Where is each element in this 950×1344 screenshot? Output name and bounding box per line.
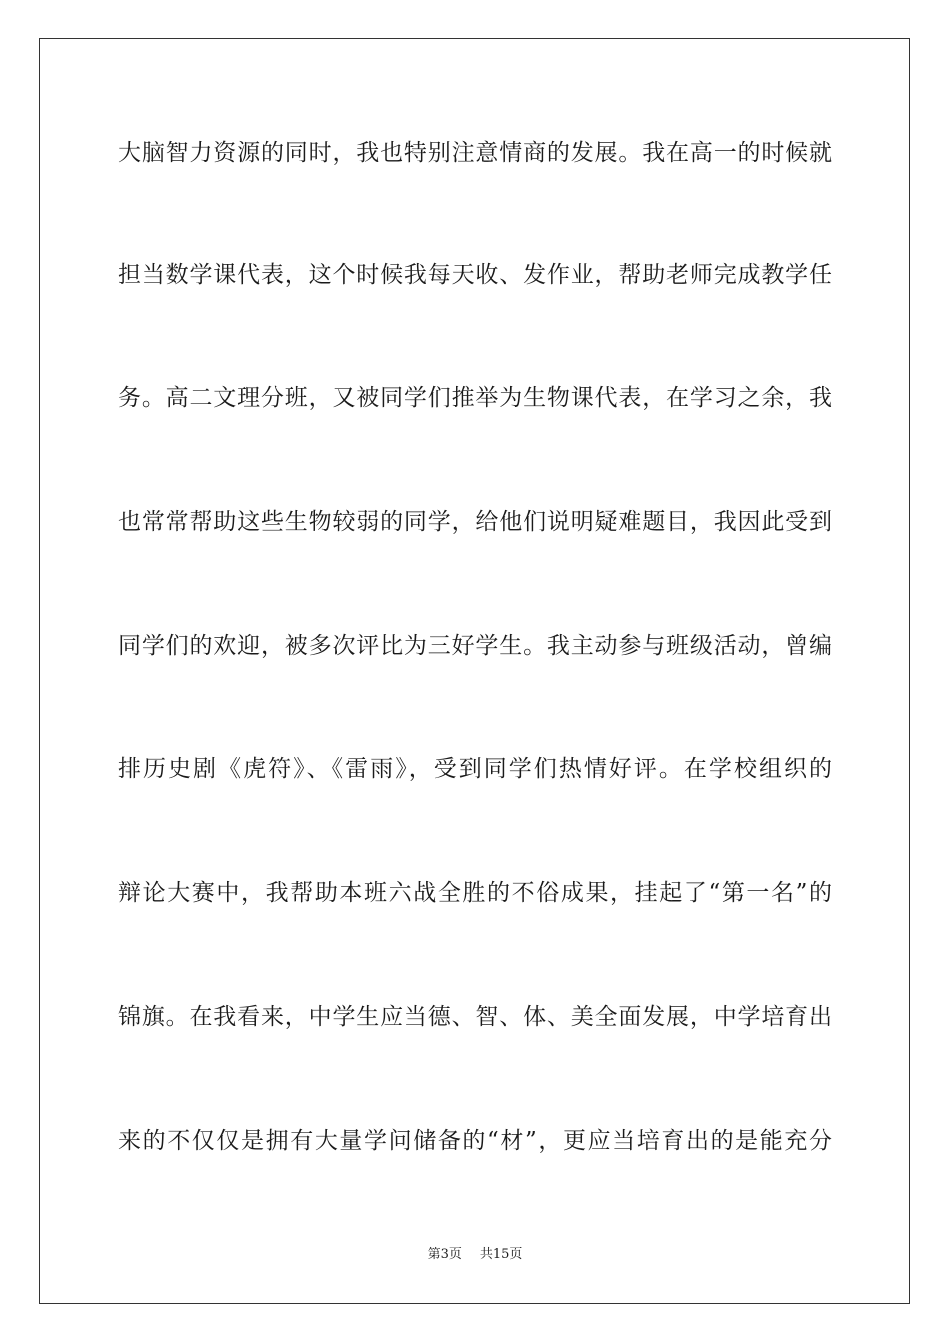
page-total: 共15页	[479, 1247, 523, 1262]
body-text-line-8: 锦旗。在我看来，中学生应当德、智、体、美全面发展，中学培育出	[118, 1004, 832, 1030]
body-text-line-7: 辩论大赛中，我帮助本班六战全胜的不俗成果，挂起了“第一名”的	[118, 880, 832, 906]
page-border	[39, 38, 910, 1304]
body-text-line-3: 务。高二文理分班，又被同学们推举为生物课代表，在学习之余，我	[118, 385, 832, 411]
body-text-line-1: 大脑智力资源的同时，我也特别注意情商的发展。我在高一的时候就	[118, 140, 832, 166]
body-text-line-2: 担当数学课代表，这个时候我每天收、发作业，帮助老师完成教学任	[118, 262, 832, 288]
body-text-line-6: 排历史剧《虎符》、《雷雨》，受到同学们热情好评。在学校组织的	[118, 756, 832, 782]
page-number: 第3页	[427, 1247, 462, 1262]
body-text-line-9: 来的不仅仅是拥有大量学问储备的“材”，更应当培育出的是能充分	[118, 1128, 832, 1154]
page-footer	[0, 1246, 950, 1264]
body-text-line-5: 同学们的欢迎，被多次评比为三好学生。我主动参与班级活动，曾编	[118, 633, 832, 659]
body-text-line-4: 也常常帮助这些生物较弱的同学，给他们说明疑难题目，我因此受到	[118, 509, 832, 535]
